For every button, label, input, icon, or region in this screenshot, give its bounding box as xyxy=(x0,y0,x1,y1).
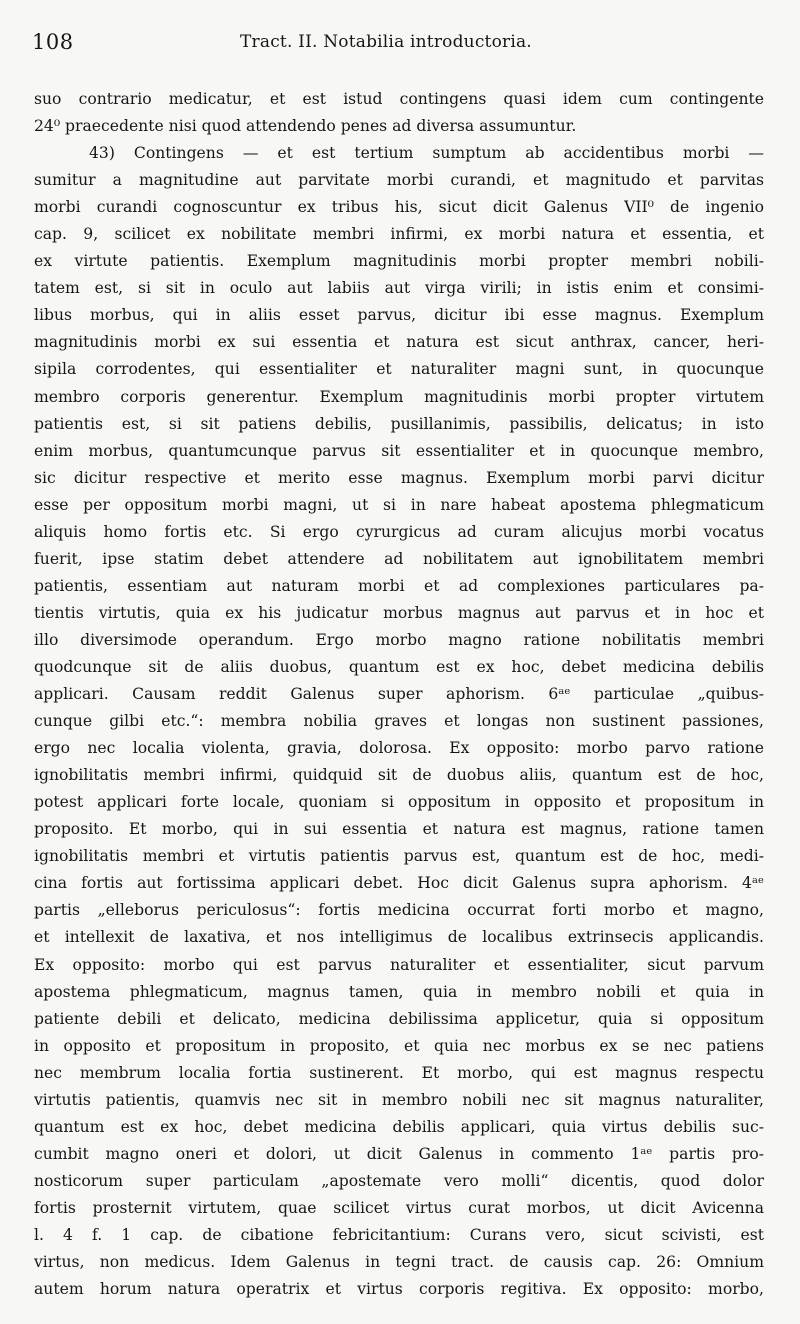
text-line: patiente debili et delicato, medicina debilissima applicetur, quia si oppositum xyxy=(34,1009,764,1028)
text-line: partis „elleborus periculosus“: fortis medicina occurrat forti morbo et magno, xyxy=(34,901,764,920)
text-line: et intellexit de laxativa, et nos intelligimus de localibus extrinsecis applicandis. xyxy=(34,928,764,947)
text-line: ignobilitatis membri infirmi, quidquid sit de duobus aliis, quantum est de hoc, xyxy=(34,766,764,785)
text-line: autem horum natura operatrix et virtus corporis regitiva. Ex opposito: morbo, xyxy=(34,1280,764,1299)
text-line: magnitudinis morbi ex sui essentia et natura est sicut anthrax, cancer, heri- xyxy=(34,333,764,352)
text-line: applicari. Causam reddit Galenus super aphorism. 6ᵃᵉ particulae „quibus- xyxy=(34,685,764,704)
text-line: patientis, essentiam aut naturam morbi et ad complexiones particulares pa- xyxy=(34,576,764,595)
text-line: in opposito et propositum in proposito, et quia nec morbus ex se nec patiens xyxy=(34,1036,764,1055)
text-line xyxy=(34,1303,764,1324)
text-line: ignobilitatis membri et virtutis patientis parvus est, quantum est de hoc, medi- xyxy=(34,847,764,866)
text-line: l. 4 f. 1 cap. de cibatione febricitantium: Curans vero, sicut scivisti, est xyxy=(34,1225,764,1244)
text-line: enim morbus, quantumcunque parvus sit essentialiter et in quocunque membro, xyxy=(34,441,764,460)
text-line: cumbit magno oneri et dolori, ut dicit Galenus in commento 1ᵃᵉ partis pro- xyxy=(34,1144,764,1163)
text-line: morbi curandi cognoscuntur ex tribus his, sicut dicit Galenus VII⁰ de ingenio xyxy=(34,198,764,217)
running-head: Tract. II. Notabilia introductoria. xyxy=(240,32,532,52)
text-line: esse per oppositum morbi magni, ut si in nare habeat apostema phlegmaticum xyxy=(34,495,764,514)
text-line: fuerit, ipse statim debet attendere ad nobilitatem aut ignobilitatem membri xyxy=(34,549,764,568)
text-line: tientis virtutis, quia ex his judicatur morbus magnus aut parvus et in hoc et xyxy=(34,603,764,622)
body-text xyxy=(34,86,764,1324)
text-line: proposito. Et morbo, qui in sui essentia et natura est magnus, ratione tamen xyxy=(34,820,764,839)
text-line: fortis prosternit virtutem, quae scilicet virtus curat morbos, ut dicit Avicenna xyxy=(34,1198,764,1217)
text-line: cap. 9, scilicet ex nobilitate membri infirmi, ex morbi natura et essentia, et xyxy=(34,225,764,244)
text-line: ex virtute patientis. Exemplum magnitudinis morbi propter membri nobili- xyxy=(34,252,764,271)
text-line: apostema phlegmaticum, magnus tamen, quia in membro nobili et quia in xyxy=(34,982,764,1001)
text-line: libus morbus, qui in aliis esset parvus, dicitur ibi esse magnus. Exemplum xyxy=(34,306,764,325)
text-line: 24⁰ praecedente nisi quod attendendo penes ad diversa assumuntur. xyxy=(34,117,577,136)
page-header xyxy=(32,30,760,64)
text-line: Ex opposito: morbo qui est parvus naturaliter et essentialiter, sicut parvum xyxy=(34,955,764,974)
text-line: aliquis homo fortis etc. Si ergo cyrurgicus ad curam alicujus morbi vocatus xyxy=(34,522,764,541)
text-line: virtutis patientis, quamvis nec sit in membro nobili nec sit magnus naturaliter, xyxy=(34,1090,764,1109)
text-line: patientis est, si sit patiens debilis, pusillanimis, passibilis, delicatus; in isto xyxy=(34,414,764,433)
text-line: suo contrario medicatur, et est istud contingens quasi idem cum contingente xyxy=(34,90,764,108)
text-line: membro corporis generentur. Exemplum magnitudinis morbi propter virtutem xyxy=(34,387,764,406)
text-line: cina fortis aut fortissima applicari debet. Hoc dicit Galenus supra aphorism. 4ᵃᵉ xyxy=(34,874,764,893)
page-number: 108 xyxy=(32,30,74,54)
text-line: virtus, non medicus. Idem Galenus in tegni tract. de causis cap. 26: Omnium xyxy=(34,1253,764,1272)
text-line: sic dicitur respective et merito esse magnus. Exemplum morbi parvi dicitur xyxy=(34,468,764,487)
text-line: nec membrum localia fortia sustinerent. Et morbo, qui est magnus respectu xyxy=(34,1063,764,1082)
text-line: tatem est, si sit in oculo aut labiis aut virga virili; in istis enim et consimi- xyxy=(34,279,764,298)
text-line: sipila corrodentes, qui essentialiter et naturaliter magni sunt, in quocunque xyxy=(34,360,764,379)
text-line: illo diversimode operandum. Ergo morbo magno ratione nobilitatis membri xyxy=(34,630,764,649)
text-line: potest applicari forte locale, quoniam si oppositum in opposito et propositum in xyxy=(34,793,764,812)
text-line: quodcunque sit de aliis duobus, quantum est ex hoc, debet medicina debilis xyxy=(34,657,764,676)
text-line: nosticorum super particulam „apostemate vero molli“ dicentis, quod dolor xyxy=(34,1171,764,1190)
section-start-line: 43) Contingens — et est tertium sumptum ab accidentibus morbi — xyxy=(89,144,764,163)
text-line: ergo nec localia violenta, gravia, dolorosa. Ex opposito: morbo parvo ratione xyxy=(34,739,764,758)
text-line: sumitur a magnitudine aut parvitate morbi curandi, et magnitudo et parvitas xyxy=(34,171,764,190)
text-line: cunque gilbi etc.“: membra nobilia graves et longas non sustinent passiones, xyxy=(34,712,764,731)
text-line: quantum est ex hoc, debet medicina debilis applicari, quia virtus debilis suc- xyxy=(34,1117,764,1136)
